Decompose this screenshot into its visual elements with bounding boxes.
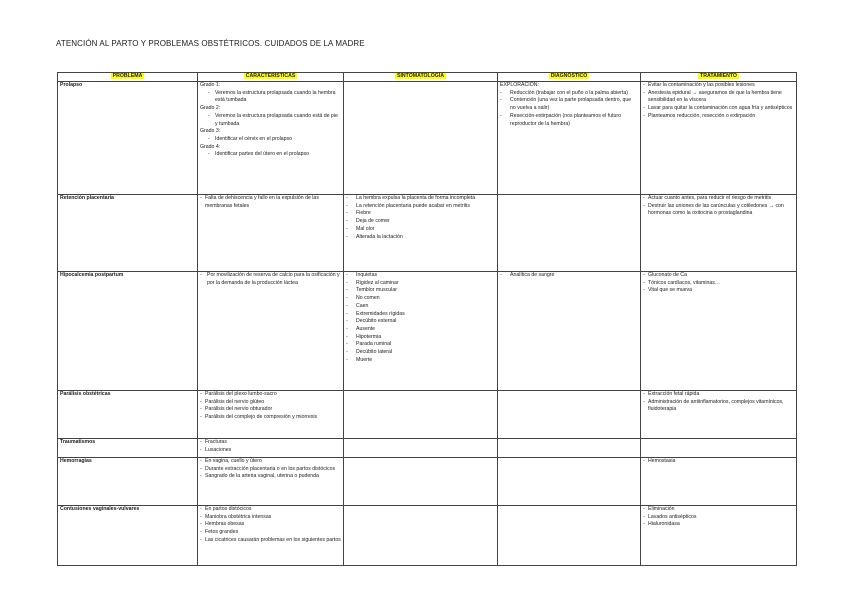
list-item: - Resección-extirpación (nos planteamos el futuro reproductor de la hembra) [500, 113, 638, 128]
list-item: - Caen [346, 303, 495, 311]
table-row-hipocalcemia [58, 272, 797, 391]
list-item: - Extremidades rígidas [346, 311, 495, 319]
header-sintomatologia: SINTOMATOLOGÍA [344, 73, 498, 82]
tratamiento-cell [641, 458, 797, 506]
diagnostico-cell [498, 439, 641, 458]
list-item: - Tónicos cardíacos, vitaminas… [643, 280, 794, 288]
obstetric-problems-table [57, 72, 797, 566]
grade-label: Grado 1: [200, 82, 221, 88]
caracteristicas-cell [198, 391, 344, 439]
table-header-row [58, 73, 797, 82]
list-item: - Hipotermia [346, 334, 495, 342]
list-item: - Parálisis del plexo lumbo-sacro [200, 391, 341, 399]
list-item: - Anestesia epidural → aseguramos de que la hembra tiene sensibilidad en la víscera [643, 90, 794, 105]
tratamiento-cell [641, 195, 797, 272]
list-item: - Gluconato de Ca [643, 272, 794, 280]
list-item: - Fetos grandes [200, 529, 341, 537]
tratamiento-cell [641, 439, 797, 458]
diagnostico-cell [498, 506, 641, 566]
sintomatologia-cell [344, 195, 498, 272]
list-item: - Decúbito esternal [346, 318, 495, 326]
caracteristicas-cell [198, 458, 344, 506]
list-item: - Evitar la contaminación y las posibles lesiones [643, 82, 794, 90]
header-diagnostico: DIAGNÓSTICO [498, 73, 641, 82]
header-tratamiento: TRATAMIENTO [641, 73, 797, 82]
list-item: - Parálisis del nervio glúteo [200, 399, 341, 407]
list-item: - En partos distócicos [200, 506, 341, 514]
table-row-contusiones [58, 506, 797, 566]
list-item: - Extracción fetal rápida [643, 391, 794, 399]
list-item: - Rigidez al caminar [346, 280, 495, 288]
problem-cell: Parálisis obstétricas [58, 391, 198, 439]
diagnostico-cell [498, 195, 641, 272]
list-item: - Parálisis del nervio obturador [200, 406, 341, 414]
list-item: - La hembra expulsa la placenta de forma incompleta [346, 195, 495, 203]
problem-cell: Hemorragias [58, 458, 198, 506]
list-item: - Contención (una vez la parte prolapsada dentro, que no vuelva a salir) [500, 97, 638, 112]
list-item: - Lavar para quitar la contaminación con agua fría y antisépticos [643, 105, 794, 113]
list-item: - No comen [346, 295, 495, 303]
list-item: - Alterada la lactación [346, 234, 495, 242]
grade-label: Grado 4: [200, 143, 221, 150]
tratamiento-cell [641, 272, 797, 391]
exploration-label: EXPLORACIÓN: [500, 82, 539, 88]
problem-cell: Prolapso [58, 82, 198, 195]
sintomatologia-cell [344, 439, 498, 458]
list-item: - Eliminación [643, 506, 794, 514]
table-row-traumatismos [58, 439, 797, 458]
list-item: - Reducción (trabajar con el puño o la palma abierta) [500, 90, 638, 98]
sintomatologia-cell [344, 391, 498, 439]
caracteristicas-cell [198, 82, 344, 195]
sintomatologia-cell [344, 458, 498, 506]
list-item: - Administración de antiinflamatorios, complejos vitamínicos, fluidoterapia [643, 399, 794, 414]
list-item: - Durante extracción placentaria o en los partos distócicos [200, 466, 341, 474]
problem-cell: Contusiones vaginales-vulvares [58, 506, 198, 566]
table-row-hemorragias [58, 458, 797, 506]
list-item: - Identificar el cérvix en el prolapso [208, 136, 341, 144]
list-item: - Identificar partes del útero en el prolapso [208, 151, 341, 159]
list-item: - Falta de dehiscencia y fallo en la expulsión de las membranas fetales [200, 195, 341, 210]
grade-label: Grado 3: [200, 128, 221, 135]
problem-cell: Retención placentaria [58, 195, 198, 272]
list-item: - La retención placentaria puede acabar en metritis [346, 203, 495, 211]
caracteristicas-cell [198, 439, 344, 458]
list-item: - Inquietas [346, 272, 495, 280]
list-item: - Hialuronidasa [643, 521, 794, 529]
list-item: - Sangrado de la arteria vaginal, uterina o pudenda [200, 473, 341, 481]
tratamiento-cell [641, 391, 797, 439]
caracteristicas-cell [198, 195, 344, 272]
list-item: - Vital que se mueva [643, 287, 794, 295]
table-row-retencion [58, 195, 797, 272]
list-item: - Parada ruminal [346, 341, 495, 349]
diagnostico-cell [498, 391, 641, 439]
list-item: - Fracturas [200, 439, 341, 447]
problem-cell: Traumatismos [58, 439, 198, 458]
caracteristicas-cell [198, 506, 344, 566]
list-item: - En vagina, cuello y útero [200, 458, 341, 466]
table-row-prolapso [58, 82, 797, 195]
header-problema: PROBLEMA [58, 73, 198, 82]
list-item: - Luxaciones [200, 447, 341, 455]
list-item: - Por movilización de reserva de calcio para la osificación y por la demanda de la producción láctea [200, 272, 341, 287]
grade-label: Grado 2: [200, 105, 221, 112]
list-item: - Lavados antisépticos [643, 514, 794, 522]
header-caracteristicas: CARACTERÍSTICAS [198, 73, 344, 82]
sintomatologia-cell [344, 506, 498, 566]
list-item: - Fiebre [346, 210, 495, 218]
list-item: - Decúbito lateral [346, 349, 495, 357]
list-item: - Analítica de sangre [500, 272, 638, 280]
list-item: - Parálisis del complejo de compresión y miorrexis [200, 414, 341, 422]
tratamiento-cell [641, 506, 797, 566]
list-item: - Maniobra obstétrica intensas [200, 514, 341, 522]
problem-cell: Hipocalcemia postpartum [58, 272, 198, 391]
list-item: - Muerte [346, 357, 495, 365]
sintomatologia-cell [344, 82, 498, 195]
list-item: - Hembras obesas [200, 521, 341, 529]
diagnostico-cell [498, 272, 641, 391]
list-item: - Temblor muscular [346, 287, 495, 295]
sintomatologia-cell [344, 272, 498, 391]
list-item: - Actuar cuanto antes, para reducir el riesgo de metritis [643, 195, 794, 203]
list-item: - Destruir las uniones de las carúnculas y cotiledones → con hormonas como la oxitocina o prostaglandina [643, 203, 794, 218]
table-row-paralisis [58, 391, 797, 439]
list-item: - Mal olor [346, 226, 495, 234]
list-item: - Deja de comer [346, 218, 495, 226]
caracteristicas-cell [198, 272, 344, 391]
page-title: ATENCIÓN AL PARTO Y PROBLEMAS OBSTÉTRICOS. CUIDADOS DE LA MADRE [56, 39, 365, 48]
list-item: - Las cicatrices causarán problemas en los siguientes partos [200, 537, 341, 545]
diagnostico-cell [498, 82, 641, 195]
list-item: - Veremos la estructura prolapsada cuando la hembra está tumbada [208, 90, 341, 105]
tratamiento-cell [641, 82, 797, 195]
list-item: - Veremos la estructura prolapsada cuando está de pie y tumbada [208, 113, 341, 128]
list-item: - Planteamos reducción, resección o extirpación [643, 113, 794, 121]
diagnostico-cell [498, 458, 641, 506]
list-item: - Hemostasia [643, 458, 794, 466]
list-item: - Ausente [346, 326, 495, 334]
